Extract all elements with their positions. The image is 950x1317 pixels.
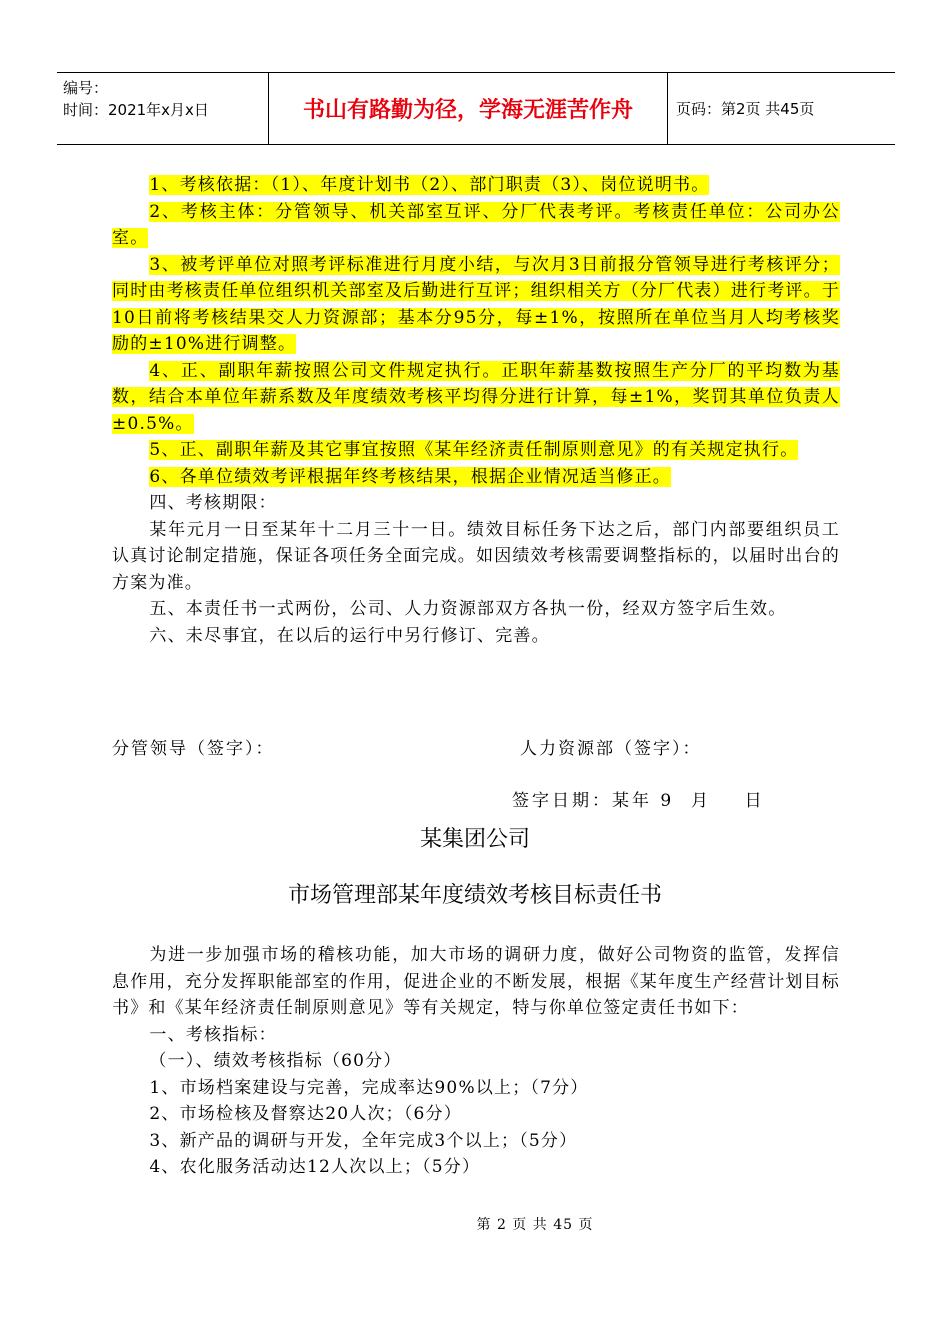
list-item: （一）、绩效考核指标（60分）: [149, 1051, 402, 1071]
document-title: 市场管理部某年度绩效考核目标责任书: [287, 883, 662, 908]
paragraph: 为进一步加强市场的稽核功能，加大市场的调研力度，做好公司物资的监管，发挥信息作用，充分发挥职能部室的作用，促进企业的不断发展，根据《某年度生产经营计划目标书》和《某年经济责任制原则意见》等有关规定，特与你单位签定责任书如下：: [112, 945, 840, 1018]
paragraph: [112, 437, 840, 464]
signature-row: [112, 734, 840, 760]
list-item: 4、农化服务活动达12人次以上；（5分）: [149, 1157, 481, 1177]
paragraph: 某年元月一日至某年十二月三十一日。绩效目标任务下达之后，部门内部要组织员工认真讨论制定措施，保证各项任务全面完成。如因绩效考核需要调整指标的，以届时出台的方案为准。: [112, 519, 840, 593]
signature-date: 签字日期：某年 9 月 日: [512, 791, 765, 811]
list-item: 2、市场检核及督察达20人次；（6分）: [149, 1104, 462, 1124]
company-name: 某集团公司: [419, 827, 530, 852]
page-footer: 第 2 页 共 45 页: [476, 1217, 594, 1233]
paragraph: [112, 464, 840, 491]
paragraph: [112, 252, 840, 358]
highlighted-text: 5、正、副职年薪及其它事宜按照《某年经济责任制原则意见》的有关规定执行。: [149, 440, 799, 460]
time-label: 时间：2021年x月x日: [63, 101, 209, 119]
signature-leader: 分管领导（签字）：: [112, 739, 275, 759]
paragraph: 六、未尽事宜，在以后的运行中另行修订、完善。: [149, 625, 550, 646]
highlighted-text: 1、考核依据：（1）、年度计划书（2）、部门职责（3）、岗位说明书。: [149, 175, 710, 195]
list-item: 1、市场档案建设与完善，完成率达90%以上；（7分）: [149, 1077, 589, 1098]
section-heading: 四、考核期限：: [149, 493, 277, 513]
highlighted-text: 2、考核主体：分管领导、机关部室互评、分厂代表考评。考核责任单位：公司办公室。: [112, 201, 840, 248]
list-item: 3、新产品的调研与开发，全年完成3个以上；（5分）: [149, 1130, 578, 1151]
number-label: 编号：: [63, 79, 109, 97]
header-meta: [57, 73, 269, 144]
header-motto: 书山有路勤为径，学海无涯苦作舟: [269, 73, 668, 144]
paragraph: [112, 199, 840, 252]
paragraph: 五、本责任书一式两份，公司、人力资源部双方各执一份，经双方签字后生效。: [149, 599, 787, 619]
highlighted-text: 4、正、副职年薪按照公司文件规定执行。正职年薪基数按照生产分厂的平均数为基数，结合本单位年薪系数及年度绩效考核平均得分进行计算，每±1%，奖罚其单位负责人±0.5%。: [112, 360, 840, 434]
highlighted-text: 6、各单位绩效考评根据年终考核结果，根据企业情况适当修正。: [149, 466, 672, 487]
section-assessment-rules: [112, 172, 840, 649]
signature-hr: 人力资源部（签字）：: [520, 739, 702, 759]
section-market-dept: [112, 942, 840, 1181]
page-header: [57, 72, 895, 145]
header-page-label: 页码：第2页 共45页: [676, 100, 815, 118]
paragraph: [112, 172, 840, 199]
highlighted-text: 3、被考评单位对照考评标准进行月度小结，与次月3日前报分管领导进行考核评分；同时由考核责任单位组织机关部室及后勤进行互评；组织相关方（分厂代表）进行考评。于10日前将考核结果交人力资源部；基本分95分，每±1%，按照所在单位当月人均考核奖励的±10%进行调整。: [112, 254, 840, 354]
paragraph: [112, 358, 840, 438]
section-heading: 一、考核指标：: [149, 1024, 277, 1045]
